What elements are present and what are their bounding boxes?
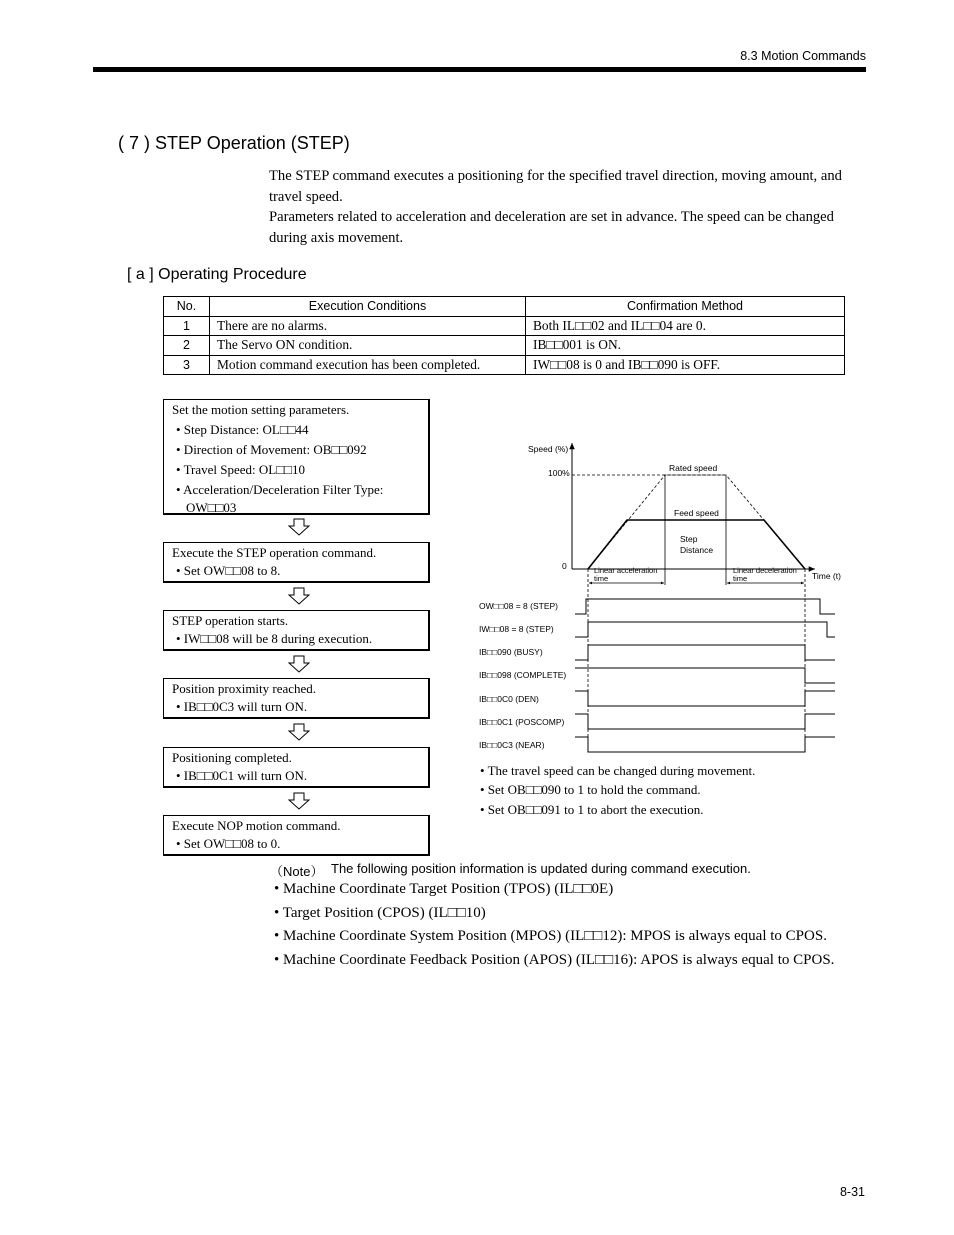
flow-step-bullet: • Acceleration/Deceleration Filter Type:	[176, 482, 384, 497]
table-cell-confirmation: IB□□001 is ON.	[526, 336, 845, 356]
flow-step-execute-step	[163, 542, 430, 583]
table-cell-confirmation: IW□□08 is 0 and IB□□090 is OFF.	[526, 355, 845, 375]
flow-step-bullet: • Step Distance: OL□□44	[176, 422, 309, 437]
waveform-iw08	[575, 622, 835, 637]
table-header-confirmation: Confirmation Method	[526, 297, 845, 317]
flow-step-title: Execute NOP motion command.	[172, 818, 341, 833]
flow-step-bullet: • IB□□0C3 will turn ON.	[176, 699, 308, 714]
chart-note-3: • Set OB□□091 to 1 to abort the execution.	[480, 802, 704, 817]
step-distance-label: Step	[680, 534, 698, 544]
waveform-den	[575, 691, 835, 706]
flow-step-title: Execute the STEP operation command.	[172, 545, 377, 560]
flow-step-bullet: • IW□□08 will be 8 during execution.	[176, 631, 373, 646]
waveform-busy	[575, 645, 835, 660]
table-row	[164, 355, 845, 375]
table-row	[164, 316, 845, 336]
signal-label-near: IB□□0C3 (NEAR)	[479, 740, 545, 750]
header-rule	[93, 67, 866, 72]
y-zero-label: 0	[562, 561, 567, 571]
note-item-cpos: • Target Position (CPOS) (IL□□10)	[274, 905, 486, 921]
down-arrow-icon	[288, 723, 310, 741]
table-cell-confirmation: Both IL□□02 and IL□□04 are 0.	[526, 316, 845, 336]
flow-step-bullet: • Set OW□□08 to 0.	[176, 836, 281, 851]
flow-step-set-parameters	[163, 399, 430, 515]
subsection-title: [ a ] Operating Procedure	[127, 266, 307, 283]
flow-step-bullet: • IB□□0C1 will turn ON.	[176, 768, 308, 783]
table-cell-condition: There are no alarms.	[210, 316, 526, 336]
header-section-label: 8.3 Motion Commands	[740, 49, 866, 63]
note-item-apos: • Machine Coordinate Feedback Position (APOS) (IL□□16): APOS is always equal to CPOS.	[274, 952, 835, 968]
flow-step-operation-starts	[163, 610, 430, 651]
flow-step-positioning-completed	[163, 747, 430, 788]
signal-label-busy: IB□□090 (BUSY)	[479, 647, 543, 657]
intro-paragraph-2: Parameters related to acceleration and deceleration are set in advance. The speed can be changed during axis movement.	[269, 209, 834, 246]
flow-step-title: STEP operation starts.	[172, 613, 289, 628]
down-arrow-icon	[288, 792, 310, 810]
accel-time-label: time	[594, 574, 609, 583]
execution-conditions-table	[163, 296, 845, 375]
page-number: 8-31	[839, 1185, 865, 1199]
flow-step-proximity-reached	[163, 678, 430, 719]
signal-label-ow08: OW□□08 = 8 (STEP)	[479, 601, 558, 611]
flow-step-bullet: • Direction of Movement: OB□□092	[176, 442, 367, 457]
flow-step-title: Position proximity reached.	[172, 681, 317, 696]
decel-time-label: Linear deceleration	[733, 566, 797, 575]
down-arrow-icon	[288, 518, 310, 536]
signal-label-poscomp: IB□□0C1 (POSCOMP)	[479, 717, 565, 727]
table-cell-no: 1	[164, 316, 210, 336]
chart-note-2: • Set OB□□090 to 1 to hold the command.	[480, 782, 701, 797]
y-axis-label: Speed (%)	[528, 444, 569, 454]
step-distance-label: Distance	[680, 545, 714, 555]
note-text: The following position information is updated during command execution.	[331, 861, 751, 876]
flow-step-title: Positioning completed.	[172, 750, 292, 765]
table-cell-condition: Motion command execution has been completed.	[210, 355, 526, 375]
table-header-row	[164, 297, 845, 317]
waveform-near	[575, 737, 835, 752]
flow-step-title: Set the motion setting parameters.	[172, 402, 350, 417]
step-timing-chart	[470, 438, 850, 758]
waveform-poscomp	[575, 714, 835, 729]
table-header-no: No.	[164, 297, 210, 317]
table-cell-no: 3	[164, 355, 210, 375]
decel-time-label: time	[733, 574, 748, 583]
y-100-label: 100%	[548, 468, 570, 478]
table-header-conditions: Execution Conditions	[210, 297, 526, 317]
flow-step-bullet: • Set OW□□08 to 8.	[176, 563, 281, 578]
note-item-tpos: • Machine Coordinate Target Position (TPOS) (IL□□0E)	[274, 881, 614, 897]
feed-speed-label: Feed speed	[674, 508, 719, 518]
accel-time-label: Linear acceleration	[594, 566, 658, 575]
signal-label-complete: IB□□098 (COMPLETE)	[479, 670, 567, 680]
note-label: （Note）	[270, 864, 324, 879]
waveform-ow08	[575, 599, 835, 614]
table-cell-no: 2	[164, 336, 210, 356]
flow-step-bullet: OW□□03	[186, 500, 237, 515]
intro-paragraph-1: The STEP command executes a positioning for the specified travel direction, moving amount, and travel speed.	[269, 168, 842, 205]
waveform-complete	[575, 668, 835, 683]
down-arrow-icon	[288, 655, 310, 673]
table-row	[164, 336, 845, 356]
down-arrow-icon	[288, 587, 310, 605]
section-title: ( 7 ) STEP Operation (STEP)	[118, 133, 350, 153]
note-item-mpos: • Machine Coordinate System Position (MPOS) (IL□□12): MPOS is always equal to CPOS.	[274, 928, 827, 944]
rated-speed-label: Rated speed	[669, 463, 718, 473]
signal-label-den: IB□□0C0 (DEN)	[479, 694, 539, 704]
x-axis-label: Time (t)	[812, 571, 841, 581]
flow-step-execute-nop	[163, 815, 430, 856]
flow-step-bullet: • Travel Speed: OL□□10	[176, 462, 305, 477]
signal-label-iw08: IW□□08 = 8 (STEP)	[479, 624, 554, 634]
chart-note-1: • The travel speed can be changed during movement.	[480, 763, 756, 778]
table-cell-condition: The Servo ON condition.	[210, 336, 526, 356]
